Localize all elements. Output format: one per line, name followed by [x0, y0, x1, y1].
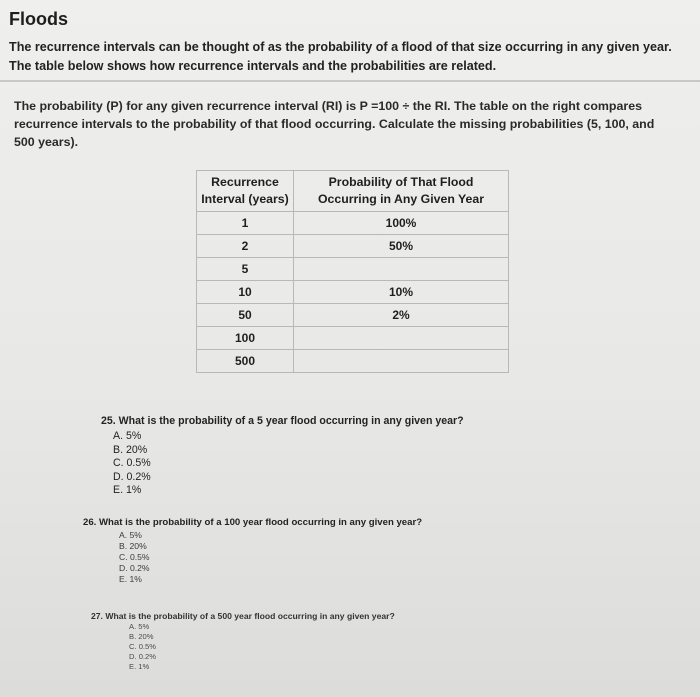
question-25 — [101, 414, 464, 498]
table-row — [197, 350, 509, 373]
choice-c[interactable]: C. 0.5% — [129, 642, 157, 651]
table-row — [197, 258, 509, 281]
choice-d[interactable]: D. 0.2% — [113, 470, 151, 483]
intro-paragraph — [9, 38, 693, 76]
section-divider — [0, 80, 700, 82]
recurrence-interval-cell: 50 — [197, 304, 294, 327]
recurrence-interval-cell: 500 — [197, 350, 294, 373]
intro-text-end: of a flood of that size occurring in any given year. — [372, 40, 672, 54]
table-row — [197, 212, 509, 235]
choice-c[interactable]: C. 0.5% — [113, 457, 151, 469]
question-text: 25. What is the probability of a 5 year flood occurring in any given year? — [101, 415, 464, 427]
table-body — [197, 212, 509, 373]
choice-a[interactable]: A. 5% — [113, 430, 142, 442]
choice-a[interactable]: A. 5% — [119, 530, 142, 540]
probability-cell: 50% — [294, 235, 509, 258]
header-recurrence-interval: Recurrence Interval (years) — [197, 171, 294, 212]
table-row — [197, 304, 509, 327]
choice-e[interactable]: E. 1% — [129, 662, 150, 671]
page-title: Floods — [9, 9, 68, 29]
header-probability: Probability of That Flood Occurring in Any Given Year — [294, 171, 509, 212]
instructions-paragraph: The probability (P) for any given recurrence interval (RI) is P =100 ÷ the RI. The table on the right compares recurrence intervals to the probability of that flood occurring. Calculate the missing probabilities (5, 100, and 500 years). — [14, 99, 655, 149]
recurrence-interval-cell: 2 — [197, 235, 294, 258]
table-header-row — [197, 171, 509, 212]
choice-d[interactable]: D. 0.2% — [119, 563, 150, 573]
probability-cell: 2% — [294, 304, 509, 327]
intro-line-two: The table below shows how recurrence intervals and the probabilities are related. — [9, 59, 497, 73]
choice-b[interactable]: B. 20% — [129, 632, 154, 641]
choice-b[interactable]: B. 20% — [119, 541, 147, 551]
question-text: 26. What is the probability of a 100 year flood occurring in any given year? — [83, 517, 423, 528]
choice-e[interactable]: E. 1% — [119, 574, 142, 584]
recurrence-interval-cell: 10 — [197, 281, 294, 304]
question-text: 27. What is the probability of a 500 year flood occurring in any given year? — [91, 611, 395, 621]
probability-cell — [294, 350, 509, 373]
choice-b[interactable]: B. 20% — [113, 443, 148, 456]
question-26 — [83, 516, 422, 585]
table-row — [197, 235, 509, 258]
choice-list — [119, 530, 422, 585]
recurrence-probability-table — [196, 170, 509, 373]
probability-cell: 100% — [294, 212, 509, 235]
probability-cell — [294, 327, 509, 350]
recurrence-interval-cell: 1 — [197, 212, 294, 235]
table-row — [197, 327, 509, 350]
choice-c[interactable]: C. 0.5% — [119, 552, 150, 562]
probability-cell — [294, 258, 509, 281]
question-27 — [91, 610, 395, 672]
recurrence-interval-cell: 5 — [197, 258, 294, 281]
probability-cell: 10% — [294, 281, 509, 304]
intro-text-start: The recurrence intervals can be thought of as the — [9, 40, 308, 54]
choice-a[interactable]: A. 5% — [129, 622, 150, 631]
table-row — [197, 281, 509, 304]
choice-e[interactable]: E. 1% — [113, 484, 142, 496]
intro-bold-word: probability — [307, 40, 373, 54]
choice-list — [113, 430, 464, 498]
choice-list — [129, 622, 395, 672]
choice-d[interactable]: D. 0.2% — [129, 652, 157, 661]
recurrence-interval-cell: 100 — [197, 327, 294, 350]
